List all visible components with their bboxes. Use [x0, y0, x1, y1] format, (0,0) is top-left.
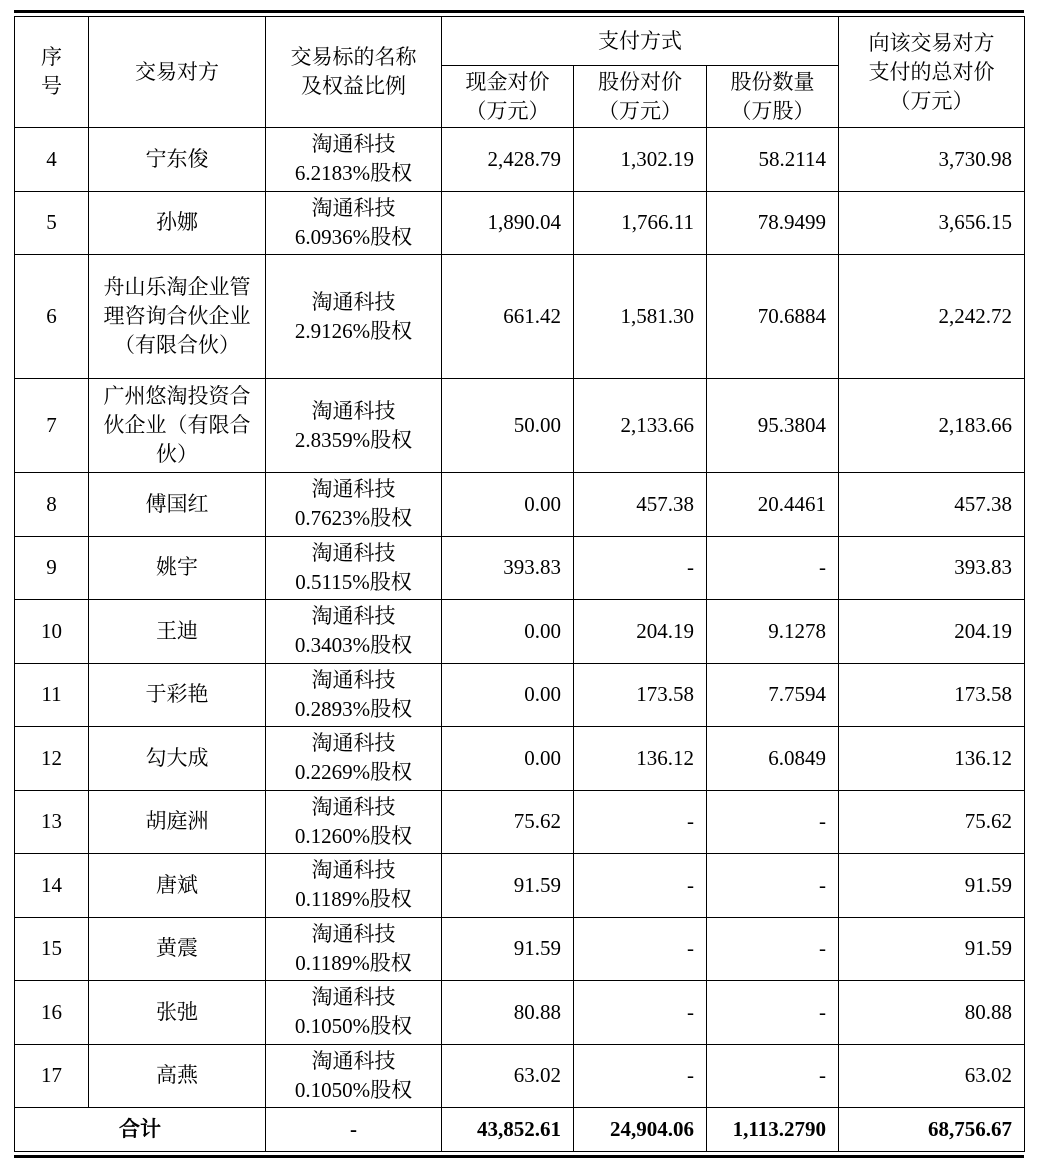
row-share-qty: - [819, 555, 827, 580]
header-target [266, 17, 442, 128]
row-total-cell [839, 917, 1025, 981]
row-counterparty: 唐斌 [156, 872, 198, 897]
row-cash-cell [442, 727, 574, 791]
row-target-ratio: 6.2183%股权 [294, 161, 413, 186]
row-share-qty: 58.2114 [758, 146, 827, 171]
row-seq-cell [15, 536, 89, 600]
row-total: 204.19 [954, 618, 1013, 643]
row-target-ratio: 0.1189%股权 [295, 887, 412, 912]
total-sum-cell [839, 1108, 1025, 1152]
row-counterparty-cell [89, 790, 266, 854]
row-share-value: 204.19 [636, 618, 694, 643]
row-share-qty-cell [707, 981, 839, 1045]
row-seq: 12 [41, 745, 62, 770]
row-share-qty-cell [707, 128, 839, 192]
row-target-company: 淘通科技 [311, 667, 396, 692]
row-cash-cell [442, 663, 574, 727]
row-share-qty-cell [707, 473, 839, 537]
header-seq-label: 序号 [41, 45, 62, 98]
row-cash: 661.42 [503, 304, 561, 328]
row-share-qty: - [819, 1063, 827, 1088]
row-total: 2,183.66 [938, 413, 1013, 437]
row-share-value-cell [574, 191, 707, 255]
row-share-qty-cell [707, 379, 839, 473]
total-share-value-cell [574, 1108, 707, 1152]
row-share-value-cell [574, 981, 707, 1045]
table-row [15, 790, 1025, 854]
row-counterparty: 孙娜 [156, 210, 198, 235]
row-target-cell [266, 727, 442, 791]
row-cash: 393.83 [503, 555, 561, 580]
row-share-value: - [687, 936, 694, 961]
table-row [15, 1044, 1025, 1108]
table-row [15, 600, 1025, 664]
row-counterparty-cell [89, 727, 266, 791]
row-target-ratio: 0.1260%股权 [294, 823, 413, 848]
document-page [14, 10, 1024, 1158]
row-target-company: 淘通科技 [311, 195, 396, 220]
row-share-value: 457.38 [636, 491, 694, 516]
row-share-qty: - [819, 872, 827, 897]
row-counterparty-cell [89, 1044, 266, 1108]
row-cash-cell [442, 473, 574, 537]
header-cash-label: 现金对价（万元） [465, 69, 550, 123]
row-counterparty: 于彩艳 [145, 682, 209, 707]
row-target-company: 淘通科技 [311, 398, 396, 423]
row-target-ratio: 0.1189%股权 [295, 950, 412, 975]
total-target: - [350, 1117, 357, 1141]
row-cash-cell [442, 255, 574, 379]
row-seq: 15 [41, 936, 62, 961]
row-cash-cell [442, 536, 574, 600]
row-total-cell [839, 536, 1025, 600]
row-counterparty-cell [89, 600, 266, 664]
row-total-cell [839, 663, 1025, 727]
total-cash: 43,852.61 [477, 1117, 561, 1141]
row-cash: 0.00 [524, 491, 561, 516]
row-total-cell [839, 790, 1025, 854]
header-seq [15, 17, 89, 128]
row-share-qty: - [819, 936, 827, 961]
row-target-company: 淘通科技 [311, 132, 396, 157]
header-target-label: 交易标的名称及权益比例 [290, 45, 417, 98]
row-target-cell [266, 128, 442, 192]
header-counterparty-label: 交易对方 [135, 59, 219, 84]
header-share-qty [707, 66, 839, 128]
row-cash: 63.02 [513, 1063, 561, 1088]
row-total-cell [839, 473, 1025, 537]
row-seq-cell [15, 379, 89, 473]
total-share-qty: 1,113.2790 [732, 1117, 827, 1141]
row-share-qty-cell [707, 663, 839, 727]
row-target-company: 淘通科技 [311, 794, 396, 819]
row-cash-cell [442, 981, 574, 1045]
row-seq: 13 [41, 809, 62, 834]
row-share-qty-cell [707, 790, 839, 854]
row-share-qty-cell [707, 1044, 839, 1108]
row-share-value: 136.12 [636, 745, 694, 770]
row-counterparty: 姚宇 [156, 555, 198, 580]
table-header [15, 17, 1025, 128]
row-target-cell [266, 981, 442, 1045]
top-double-rule [14, 10, 1024, 13]
row-target-company: 淘通科技 [311, 1048, 396, 1073]
row-cash-cell [442, 128, 574, 192]
row-counterparty: 勾大成 [145, 745, 209, 770]
row-seq-cell [15, 917, 89, 981]
row-share-qty-cell [707, 255, 839, 379]
row-target-cell [266, 854, 442, 918]
row-seq-cell [15, 600, 89, 664]
row-cash: 75.62 [513, 809, 561, 834]
header-share-qty-label: 股份数量（万股） [730, 69, 815, 123]
row-share-value: 1,302.19 [620, 146, 694, 171]
row-total-cell [839, 1044, 1025, 1108]
row-share-value: - [687, 809, 694, 834]
row-counterparty: 高燕 [156, 1063, 198, 1088]
table-row [15, 663, 1025, 727]
row-total-cell [839, 128, 1025, 192]
row-target-ratio: 0.3403%股权 [294, 633, 413, 658]
row-counterparty: 胡庭洲 [145, 809, 209, 834]
row-counterparty-cell [89, 255, 266, 379]
row-seq-cell [15, 854, 89, 918]
row-total: 136.12 [954, 745, 1013, 770]
row-seq-cell [15, 663, 89, 727]
row-cash: 1,890.04 [487, 210, 561, 235]
row-share-value: 1,766.11 [621, 210, 694, 235]
row-counterparty-cell [89, 981, 266, 1045]
table-body [15, 128, 1025, 1108]
header-share-value-label: 股份对价（万元） [598, 69, 682, 123]
row-counterparty: 黄震 [156, 936, 198, 961]
row-share-qty: 20.4461 [757, 491, 827, 516]
row-seq: 7 [46, 413, 57, 437]
row-seq-cell [15, 473, 89, 537]
row-target-ratio: 0.5115%股权 [295, 569, 412, 594]
total-label-cell [15, 1108, 266, 1152]
row-share-value: - [687, 555, 694, 580]
row-share-value-cell [574, 255, 707, 379]
row-total: 173.58 [954, 682, 1013, 707]
header-total-label: 向该交易对方支付的总对价（万元） [868, 30, 995, 113]
row-share-qty: - [819, 999, 827, 1024]
row-seq-cell [15, 981, 89, 1045]
row-total-cell [839, 379, 1025, 473]
row-total-cell [839, 854, 1025, 918]
header-cash [442, 66, 574, 128]
row-share-value: 1,581.30 [620, 304, 694, 328]
row-total: 91.59 [964, 936, 1013, 961]
row-cash: 2,428.79 [487, 146, 561, 171]
row-seq: 4 [46, 146, 57, 171]
row-target-company: 淘通科技 [311, 985, 396, 1010]
table-row [15, 191, 1025, 255]
row-total: 75.62 [964, 809, 1013, 834]
row-target-ratio: 0.1050%股权 [294, 1077, 413, 1102]
row-share-value-cell [574, 790, 707, 854]
row-total-cell [839, 255, 1025, 379]
row-counterparty-cell [89, 128, 266, 192]
row-share-qty: 9.1278 [768, 618, 827, 643]
bottom-double-rule [14, 1155, 1024, 1158]
row-target-ratio: 0.7623%股权 [294, 506, 413, 531]
row-share-value-cell [574, 128, 707, 192]
row-cash: 0.00 [524, 745, 561, 770]
row-target-cell [266, 379, 442, 473]
row-target-company: 淘通科技 [311, 858, 396, 883]
consideration-table [14, 16, 1025, 1152]
row-total: 457.38 [954, 491, 1013, 516]
row-counterparty: 宁东俊 [145, 146, 209, 171]
row-seq-cell [15, 790, 89, 854]
row-seq: 9 [46, 555, 57, 580]
row-target-cell [266, 663, 442, 727]
row-target-company: 淘通科技 [311, 604, 396, 629]
header-share-value [574, 66, 707, 128]
row-share-qty: 95.3804 [757, 413, 827, 437]
table-row [15, 917, 1025, 981]
row-target-company: 淘通科技 [311, 540, 396, 565]
row-counterparty: 广州悠淘投资合伙企业（有限合伙） [103, 384, 251, 466]
table-row [15, 981, 1025, 1045]
row-target-company: 淘通科技 [311, 921, 396, 946]
table-row [15, 379, 1025, 473]
row-cash-cell [442, 379, 574, 473]
row-share-value-cell [574, 663, 707, 727]
table-row [15, 854, 1025, 918]
table-row [15, 727, 1025, 791]
row-target-company: 淘通科技 [311, 731, 396, 756]
row-cash: 91.59 [513, 936, 561, 961]
row-target-company: 淘通科技 [311, 477, 396, 502]
row-cash-cell [442, 191, 574, 255]
row-share-value-cell [574, 917, 707, 981]
row-seq: 8 [46, 491, 57, 516]
row-counterparty: 舟山乐淘企业管理咨询合伙企业（有限合伙） [103, 275, 251, 357]
row-share-qty-cell [707, 917, 839, 981]
row-target-cell [266, 191, 442, 255]
row-seq: 16 [41, 999, 62, 1024]
row-cash-cell [442, 600, 574, 664]
row-share-value-cell [574, 1044, 707, 1108]
row-share-value: 2,133.66 [620, 413, 694, 437]
total-cash-cell [442, 1108, 574, 1152]
row-share-value-cell [574, 600, 707, 664]
total-label: 合计 [119, 1117, 161, 1141]
row-counterparty-cell [89, 663, 266, 727]
row-cash-cell [442, 1044, 574, 1108]
row-seq-cell [15, 1044, 89, 1108]
row-total: 63.02 [964, 1063, 1013, 1088]
row-cash: 91.59 [513, 872, 561, 897]
row-seq: 11 [41, 682, 62, 707]
row-share-qty: 78.9499 [757, 210, 827, 235]
row-target-cell [266, 790, 442, 854]
row-share-qty: 7.7594 [768, 682, 827, 707]
row-target-ratio: 2.8359%股权 [294, 427, 413, 452]
total-share-qty-cell [707, 1108, 839, 1152]
row-total: 393.83 [954, 555, 1013, 580]
row-cash-cell [442, 790, 574, 854]
row-counterparty: 张弛 [156, 999, 198, 1024]
row-share-value: - [687, 999, 694, 1024]
table-row [15, 128, 1025, 192]
row-target-cell [266, 536, 442, 600]
row-share-value: - [687, 1063, 694, 1088]
total-row [15, 1108, 1025, 1152]
row-cash: 50.00 [513, 413, 561, 437]
row-share-qty: 70.6884 [757, 304, 827, 328]
row-target-ratio: 0.2269%股权 [294, 760, 413, 785]
row-counterparty: 傅国红 [145, 491, 209, 516]
row-target-ratio: 6.0936%股权 [294, 224, 413, 249]
row-share-value-cell [574, 473, 707, 537]
row-target-ratio: 0.2893%股权 [294, 696, 413, 721]
total-target-cell [266, 1108, 442, 1152]
row-cash: 80.88 [513, 999, 561, 1024]
row-target-cell [266, 473, 442, 537]
header-payment-group-label: 支付方式 [598, 28, 682, 53]
total-share-value: 24,904.06 [610, 1117, 694, 1141]
row-share-qty-cell [707, 600, 839, 664]
row-seq: 17 [41, 1063, 62, 1088]
row-target-cell [266, 1044, 442, 1108]
row-counterparty-cell [89, 379, 266, 473]
row-share-qty: 6.0849 [768, 745, 827, 770]
row-total-cell [839, 600, 1025, 664]
row-share-qty: - [819, 809, 827, 834]
row-cash: 0.00 [524, 682, 561, 707]
row-seq-cell [15, 128, 89, 192]
table-row [15, 255, 1025, 379]
row-total: 91.59 [964, 872, 1013, 897]
table-footer [15, 1108, 1025, 1152]
row-counterparty-cell [89, 473, 266, 537]
row-seq: 6 [46, 304, 57, 328]
table-row [15, 536, 1025, 600]
row-target-ratio: 2.9126%股权 [294, 318, 413, 343]
row-counterparty-cell [89, 191, 266, 255]
row-counterparty: 王迪 [156, 618, 198, 643]
row-seq-cell [15, 255, 89, 379]
row-seq: 10 [41, 618, 62, 643]
row-seq-cell [15, 191, 89, 255]
row-seq-cell [15, 727, 89, 791]
row-share-value-cell [574, 854, 707, 918]
row-counterparty-cell [89, 917, 266, 981]
header-payment-group [442, 17, 839, 66]
row-share-value-cell [574, 379, 707, 473]
row-share-value: - [687, 872, 694, 897]
row-counterparty-cell [89, 536, 266, 600]
row-share-qty-cell [707, 191, 839, 255]
row-share-qty-cell [707, 854, 839, 918]
row-counterparty-cell [89, 854, 266, 918]
row-total: 2,242.72 [938, 304, 1013, 328]
row-target-cell [266, 600, 442, 664]
row-cash-cell [442, 917, 574, 981]
row-cash-cell [442, 854, 574, 918]
row-total: 80.88 [964, 999, 1013, 1024]
row-seq: 14 [41, 872, 62, 897]
row-seq: 5 [46, 210, 57, 235]
row-share-value-cell [574, 727, 707, 791]
row-target-ratio: 0.1050%股权 [294, 1014, 413, 1039]
header-total [839, 17, 1025, 128]
row-total-cell [839, 981, 1025, 1045]
header-counterparty [89, 17, 266, 128]
row-target-cell [266, 255, 442, 379]
row-target-cell [266, 917, 442, 981]
row-target-company: 淘通科技 [311, 289, 396, 314]
table-row [15, 473, 1025, 537]
row-total-cell [839, 191, 1025, 255]
row-share-qty-cell [707, 536, 839, 600]
row-share-qty-cell [707, 727, 839, 791]
total-sum: 68,756.67 [928, 1117, 1013, 1141]
row-cash: 0.00 [524, 618, 561, 643]
row-share-value-cell [574, 536, 707, 600]
row-total: 3,730.98 [938, 146, 1013, 171]
row-total-cell [839, 727, 1025, 791]
row-share-value: 173.58 [636, 682, 694, 707]
row-total: 3,656.15 [938, 210, 1013, 235]
